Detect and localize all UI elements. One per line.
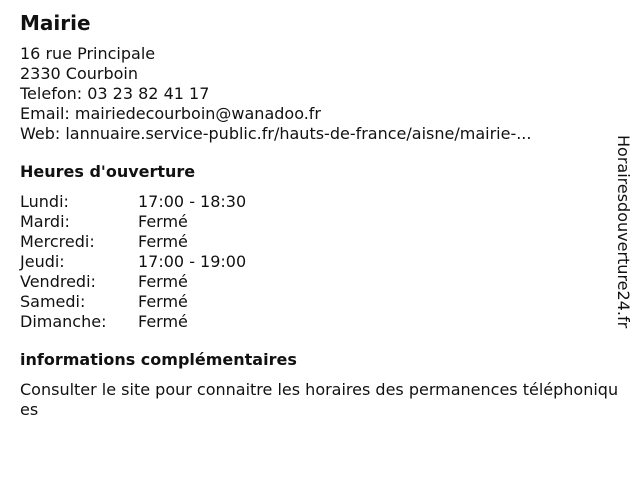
day-label: Mercredi: <box>20 232 95 251</box>
hours-row-saturday <box>20 292 620 312</box>
hours-value: Fermé <box>138 312 188 331</box>
day-label: Vendredi: <box>20 272 96 291</box>
day-label: Jeudi: <box>20 252 65 271</box>
hours-value: Fermé <box>138 232 188 251</box>
mairie-info-card <box>20 10 620 420</box>
hours-value: Fermé <box>138 292 188 311</box>
day-label: Mardi: <box>20 212 70 231</box>
hours-row-monday <box>20 192 620 212</box>
hours-heading: Heures d'ouverture <box>20 162 196 181</box>
hours-row-friday <box>20 272 620 292</box>
email-line: Email: mairiedecourboin@wanadoo.fr <box>20 104 321 123</box>
page-title: Mairie <box>20 11 91 35</box>
address-city: 2330 Courboin <box>20 64 139 83</box>
day-label: Lundi: <box>20 192 69 211</box>
web-line: Web: lannuaire.service-public.fr/hauts-de-france/aisne/mairie-... <box>20 124 532 143</box>
hours-row-sunday <box>20 312 620 332</box>
info-heading: informations complémentaires <box>20 350 297 369</box>
hours-value: 17:00 - 19:00 <box>138 252 247 271</box>
sidebar-brand-text: Horairesdouverture24.fr <box>614 135 633 329</box>
day-label: Dimanche: <box>20 312 107 331</box>
hours-row-wednesday <box>20 232 620 252</box>
hours-row-thursday <box>20 252 620 272</box>
hours-value: Fermé <box>138 212 188 231</box>
day-label: Samedi: <box>20 292 86 311</box>
hours-row-tuesday <box>20 212 620 232</box>
info-text: Consulter le site pour connaitre les horaires des permanences téléphoniques <box>20 380 619 419</box>
hours-value: Fermé <box>138 272 188 291</box>
phone-line: Telefon: 03 23 82 41 17 <box>20 84 210 103</box>
address-street: 16 rue Principale <box>20 44 156 63</box>
hours-value: 17:00 - 18:30 <box>138 192 247 211</box>
